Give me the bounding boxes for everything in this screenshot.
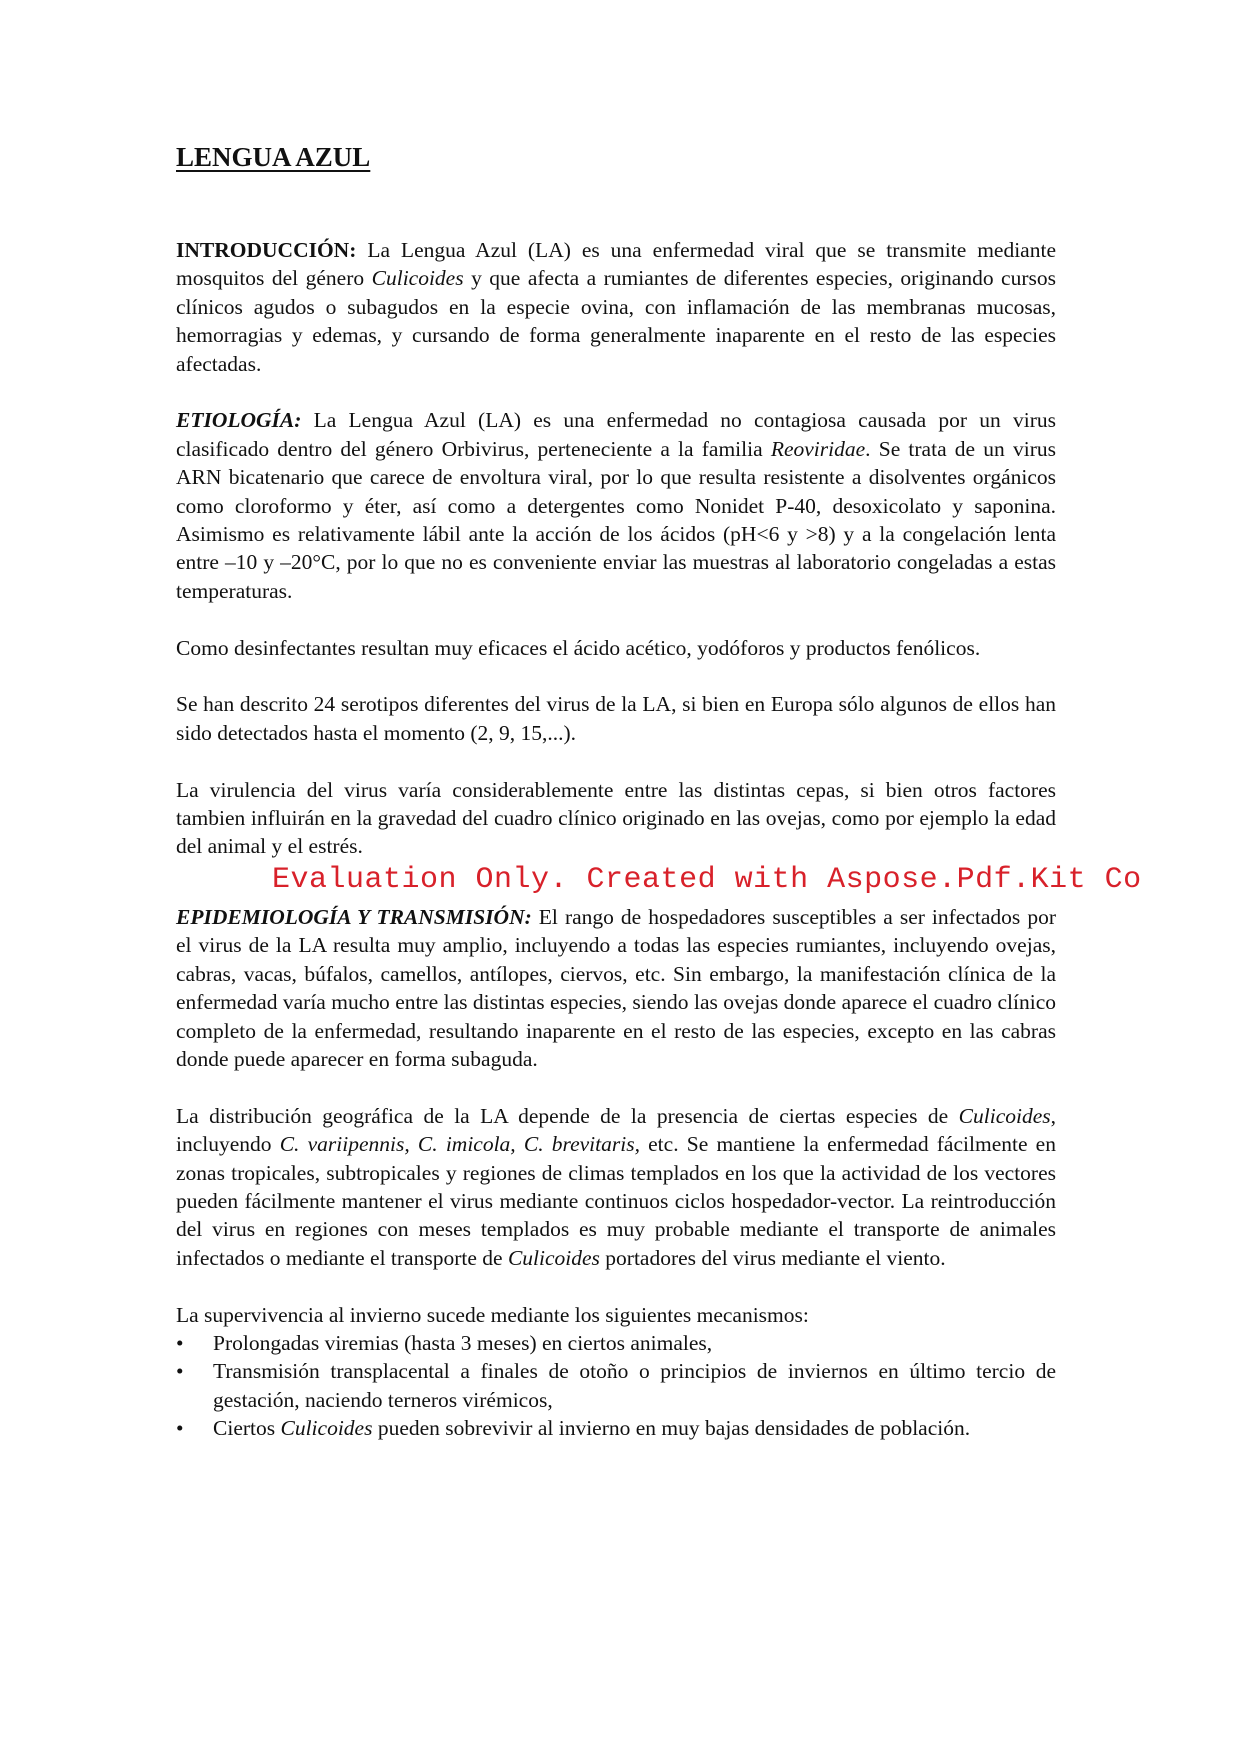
serotipos-paragraph: Se han descrito 24 serotipos diferentes del virus de la LA, si bien en Europa sólo algunos de ellos han sido detectados hasta el momento (2, 9, 15,...). bbox=[176, 692, 1056, 745]
distribucion-species: C. variipennis, C. imicola, C. brevitaris, bbox=[279, 1132, 640, 1157]
list-item bbox=[176, 1414, 1056, 1442]
distribucion-text-2: , incluyendo bbox=[176, 1103, 1056, 1157]
etiologia-heading: ETIOLOGÍA: bbox=[176, 408, 302, 433]
supervivencia-intro: La supervivencia al invierno sucede mediante los siguientes mecanismos: bbox=[176, 1302, 809, 1327]
distribucion-text-1: La distribución geográfica de la LA depende de la presencia de ciertas especies de bbox=[176, 1103, 959, 1128]
list-item: • Transmisión transplacental a finales de otoño o principios de inviernos en último tercio de gestación, naciendo terneros virémicos, bbox=[176, 1357, 1056, 1414]
supervivencia-list bbox=[176, 1329, 1056, 1443]
etiologia-text-2: . Se trata de un virus ARN bicatenario que carece de envoltura viral, por lo que resulta resistente a disolventes orgánicos como cloroformo y éter, así como a detergentes como Nonidet P-40, desoxicolato y saponina. Asimismo es relativamente lábil ante la acción de los ácidos (pH<6 y >8) y a la congelación lenta entre –10 y –20°C, por lo que no es conveniente enviar las muestras al laboratorio congeladas a estas temperaturas. bbox=[176, 436, 1056, 603]
etiologia-paragraph bbox=[176, 406, 1056, 605]
distribucion-genus-2: Culicoides bbox=[507, 1245, 600, 1270]
document-page bbox=[176, 140, 1142, 1443]
list-item: • Prolongadas viremias (hasta 3 meses) en ciertos animales, bbox=[176, 1329, 1056, 1357]
desinfectantes-paragraph: Como desinfectantes resultan muy eficaces el ácido acético, yodóforos y productos fenólicos. bbox=[176, 635, 981, 660]
distribucion-text-3: etc. Se mantiene la enfermedad fácilmente en zonas tropicales, subtropicales y regiones de climas templados en los que la actividad de los vectores pueden fácilmente mantener el virus mediante continuos ciclos hospedador-vector. La reintroducción del virus en regiones con meses templados es muy probable mediante el transporte de animales infectados o mediante el transporte de bbox=[176, 1132, 1056, 1270]
intro-heading: INTRODUCCIÓN: bbox=[176, 238, 357, 262]
epidemiologia-text: El rango de hospedadores susceptibles a ser infectados por el virus de la LA resulta muy amplio, incluyendo a todas las especies rumiantes, incluyendo ovejas, cabras, vacas, búfalos, camellos, antílopes, ciervos, etc. Sin embargo, la manifestación clínica de la enfermedad varía mucho entre las distintas especies, siendo las ovejas donde aparece el cuadro clínico completo de la enfermedad, resultando inaparente en el resto de las especies, excepto en las cabras donde puede aparecer en forma subaguda. bbox=[176, 904, 1056, 1071]
evaluation-watermark: Evaluation Only. Created with Aspose.Pdf.Kit Co bbox=[272, 862, 1142, 897]
epidemiologia-heading: EPIDEMIOLOGÍA Y TRANSMISIÓN: bbox=[176, 904, 532, 929]
document-title: LENGUA AZUL bbox=[176, 142, 371, 172]
distribucion-genus-1: Culicoides bbox=[958, 1103, 1051, 1128]
intro-genus: Culicoides bbox=[371, 266, 464, 291]
list-item-text-2: pueden sobrevivir al invierno en muy bajas densidades de población. bbox=[372, 1416, 971, 1441]
virulencia-paragraph: La virulencia del virus varía considerablemente entre las distintas cepas, si bien otros factores tambien influirán en la gravedad del cuadro clínico originado en las ovejas, como por ejemplo la edad del animal y el estrés. bbox=[176, 777, 1056, 859]
epidemiologia-paragraph bbox=[176, 903, 1056, 1073]
list-item-text-1: Ciertos bbox=[213, 1416, 281, 1441]
distribucion-text-4: portadores del virus mediante el viento. bbox=[599, 1245, 946, 1270]
intro-paragraph bbox=[176, 236, 1056, 378]
list-item-genus: Culicoides bbox=[280, 1416, 373, 1441]
etiologia-family: Reoviridae bbox=[770, 436, 866, 461]
supervivencia-section bbox=[176, 1301, 1056, 1443]
intro-text-2: y que afecta a rumiantes de diferentes especies, originando cursos clínicos agudos o subagudos en la especie ovina, con inflamación de las membranas mucosas, hemorragias y edemas, y cursando de forma generalmente inaparente en el resto de las especies afectadas. bbox=[176, 266, 1056, 376]
etiologia-text-1: La Lengua Azul (LA) es una enfermedad no contagiosa causada por un virus clasificado dentro del género Orbivirus, perteneciente a la familia bbox=[176, 408, 1056, 461]
distribucion-paragraph bbox=[176, 1102, 1056, 1272]
intro-text-1: La Lengua Azul (LA) es una enfermedad viral que se transmite mediante mosquitos del género bbox=[176, 238, 1056, 291]
